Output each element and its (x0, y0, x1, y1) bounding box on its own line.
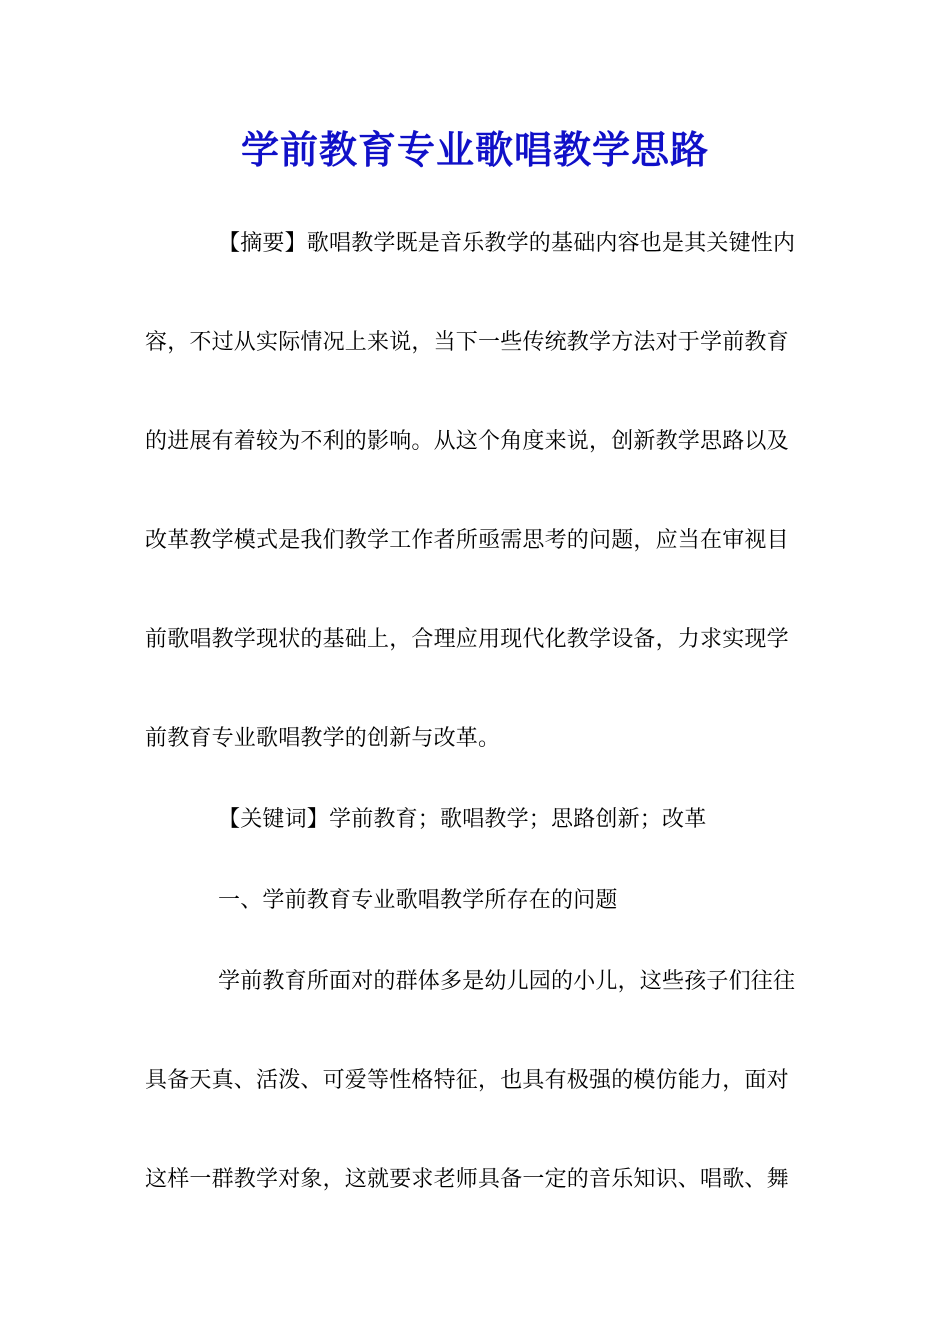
abstract-line-1: 【摘要】歌唱教学既是音乐教学的基础内容也是其关键性内 (218, 231, 796, 256)
section-heading: 一、学前教育专业歌唱教学所存在的问题 (218, 888, 618, 913)
abstract-line-5: 前歌唱教学现状的基础上，合理应用现代化教学设备，力求实现学 (145, 627, 789, 652)
body-line-1: 学前教育所面对的群体多是幼儿园的小儿，这些孩子们往往 (218, 969, 796, 994)
abstract-line-2: 容，不过从实际情况上来说，当下一些传统教学方法对于学前教育 (145, 330, 789, 355)
body-line-3: 这样一群教学对象，这就要求老师具备一定的音乐知识、唱歌、舞 (145, 1167, 789, 1192)
abstract-line-6: 前教育专业歌唱教学的创新与改革。 (145, 726, 501, 751)
body-line-2: 具备天真、活泼、可爱等性格特征，也具有极强的模仿能力，面对 (145, 1068, 789, 1093)
abstract-line-3: 的进展有着较为不利的影响。从这个角度来说，创新教学思路以及 (145, 429, 789, 454)
abstract-line-4: 改革教学模式是我们教学工作者所亟需思考的问题，应当在审视目 (145, 528, 789, 553)
keywords-line: 【关键词】学前教育；歌唱教学；思路创新；改革 (218, 807, 707, 832)
document-title: 学前教育专业歌唱教学思路 (240, 128, 709, 172)
